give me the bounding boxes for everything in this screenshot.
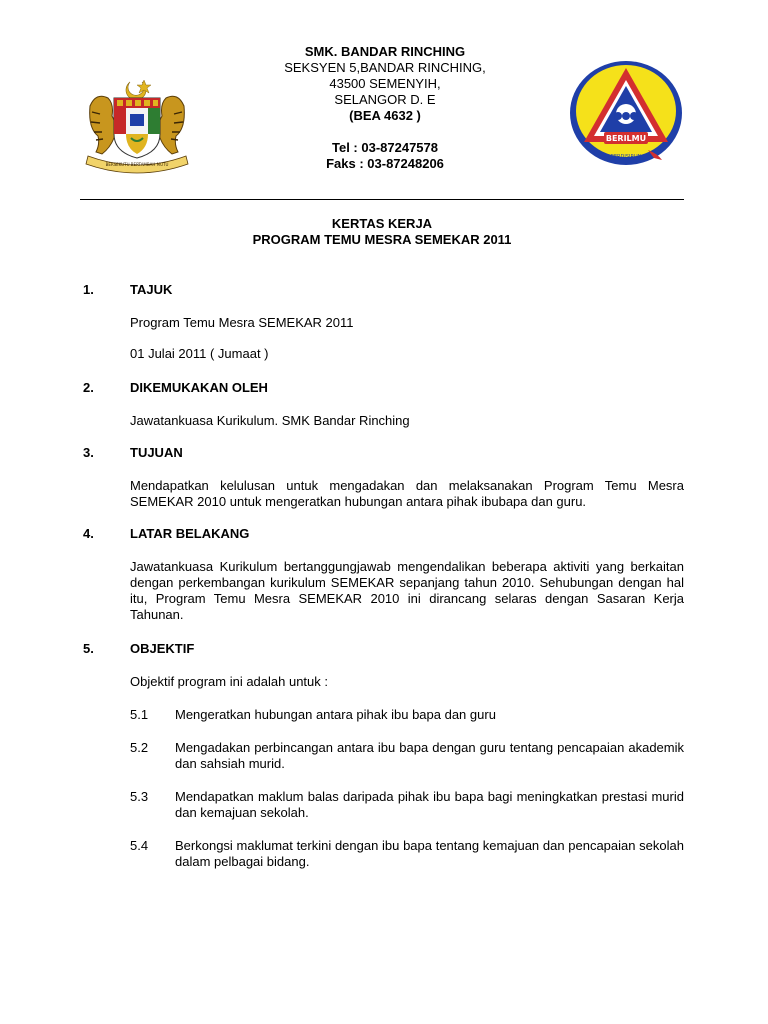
address-line-1: SEKSYEN 5,BANDAR RINCHING, <box>284 60 486 75</box>
section-1-title: TAJUK <box>130 282 173 297</box>
title-line-1: KERTAS KERJA <box>331 216 433 231</box>
objective-5-2-number: 5.2 <box>130 740 149 755</box>
objective-5-1-number: 5.1 <box>130 707 149 722</box>
objective-5-2-text: Mengadakan perbincangan antara ibu bapa dengan guru tentang pencapaian akademik dan sahsiah murid. <box>175 740 684 771</box>
section-4-number: 4. <box>83 526 94 541</box>
telephone: Tel : 03-87247578 <box>332 140 438 155</box>
section-5-number: 5. <box>83 641 94 656</box>
crest-motto-text: BERSEKUTU BERTAMBAH MUTU <box>105 162 169 167</box>
school-code: (BEA 4632 ) <box>349 108 421 123</box>
fax: Faks : 03-87248206 <box>326 156 444 171</box>
objective-5-4-number: 5.4 <box>130 838 149 853</box>
section-3-title: TUJUAN <box>130 445 183 460</box>
section-1-paragraph-2: 01 Julai 2011 ( Jumaat ) <box>130 346 269 361</box>
school-name: SMK. BANDAR RINCHING <box>304 44 466 59</box>
document-title <box>80 216 684 248</box>
section-2-title: DIKEMUKAKAN OLEH <box>130 380 268 395</box>
section-4-paragraph-1: Jawatankuasa Kurikulum bertanggungjawab mengendalikan beberapa aktiviti yang berkaitan dengan perkembangan kurikulum SEMEKAR sepanjang tahun 2010. Sehubungan dengan hal itu, Program Temu Mesra SEMEKAR 2010 ini dirancang selaras dengan Sasaran Kerja Tahunan. <box>130 559 684 622</box>
objective-5-3-number: 5.3 <box>130 789 149 804</box>
section-3-number: 3. <box>83 445 94 460</box>
header-divider <box>80 199 684 200</box>
logo-banner-text: BERILMU <box>605 134 647 143</box>
section-5-intro: Objektif program ini adalah untuk : <box>130 674 328 689</box>
objective-5-3-text: Mendapatkan maklum balas daripada pihak ibu bapa bagi meningkatkan prestasi murid dan kemajuan sekolah. <box>175 789 684 820</box>
address-line-3: SELANGOR D. E <box>334 92 436 107</box>
letterhead <box>200 44 570 172</box>
section-4-title: LATAR BELAKANG <box>130 526 250 541</box>
section-3-paragraph-1: Mendapatkan kelulusan untuk mengadakan dan melaksanakan Program Temu Mesra SEMEKAR 2010 untuk mengeratkan hubungan antara pihak ibubapa dan guru. <box>130 478 684 509</box>
school-logo <box>568 58 684 168</box>
objective-5-4-text: Berkongsi maklumat terkini dengan ibu bapa tentang kemajuan dan pencapaian sekolah dalam pelbagai bidang. <box>175 838 684 869</box>
objective-5-1-text: Mengeratkan hubungan antara pihak ibu bapa dan guru <box>175 707 496 722</box>
section-5-title: OBJEKTIF <box>130 641 195 656</box>
address-line-2: 43500 SEMENYIH, <box>329 76 441 91</box>
section-2-paragraph-1: Jawatankuasa Kurikulum. SMK Bandar Rinching <box>130 413 410 428</box>
coat-of-arms-logo <box>82 76 192 176</box>
section-1-paragraph-1: Program Temu Mesra SEMEKAR 2011 <box>130 315 354 330</box>
logo-ring-text: BERDISIPLIN <box>610 154 642 160</box>
title-line-2: PROGRAM TEMU MESRA SEMEKAR 2011 <box>252 232 512 247</box>
section-1-number: 1. <box>83 282 94 297</box>
section-2-number: 2. <box>83 380 94 395</box>
